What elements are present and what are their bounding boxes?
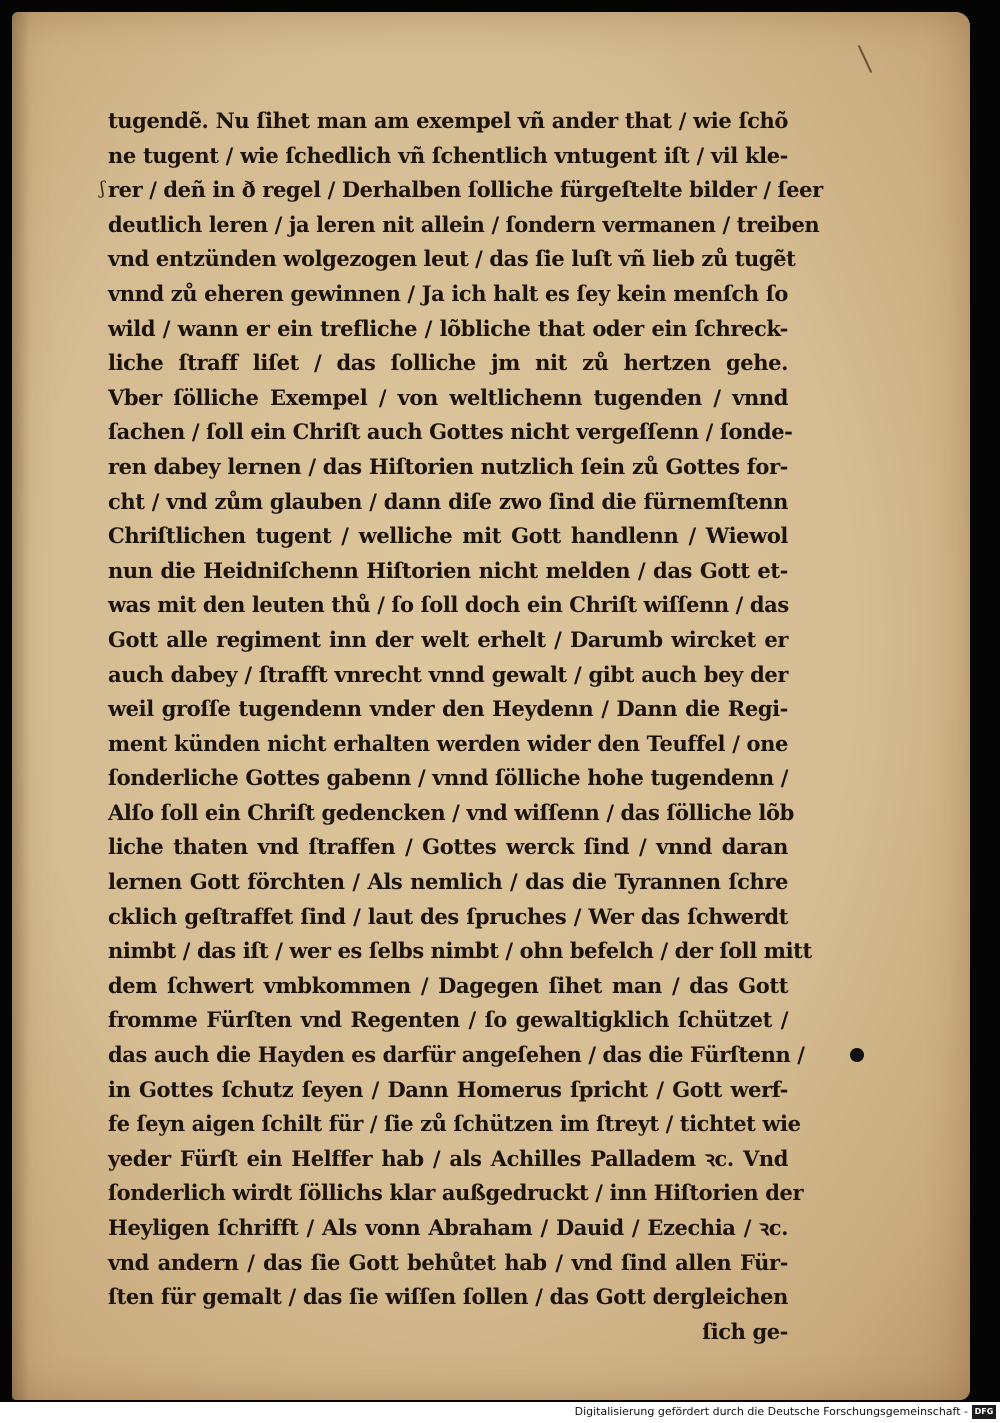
text-line: Vber ſölliche Exempel / von weltlichenn tugenden / vnnd xyxy=(108,384,788,410)
text-line: fromme Fürſten vnd Regenten / ſo gewaltigklich ſchützet / xyxy=(108,1007,788,1033)
footer-credit: Digitalisierung gefördert durch die Deutsche Forschungsgemeinschaft - xyxy=(574,1405,968,1418)
text-line: cklich geſtraffet ſind / laut des ſpruches / Wer das ſchwerdt xyxy=(108,903,788,929)
text-line: nimbt / das iſt / wer es ſelbs nimbt / ohn befelch / der ſoll mitt xyxy=(108,938,812,964)
text-line: Gott alle regiment inn der welt erhelt / Darumb wircket er xyxy=(108,626,788,652)
text-line: ſonderliche Gottes gabenn / vnnd ſölliche hohe tugendenn / xyxy=(108,765,788,791)
text-line: ren dabey lernen / das Hiſtorien nutzlich ſein zů Gottes for- xyxy=(108,453,788,479)
text-line: Heyligen ſchrifft / Als vonn Abraham / Dauid / Ezechia / ꝛc. xyxy=(108,1215,788,1240)
text-line: yeder Fürſt ein Helffer hab / als Achilles Palladem ꝛc. Vnd xyxy=(108,1145,788,1171)
margin-dot xyxy=(850,1048,864,1062)
text-line: ſten für gemalt / das ſie wiſſen ſollen / das Gott dergleichen xyxy=(108,1284,788,1310)
page-text xyxy=(108,104,823,1349)
text-line: rer / deñ in ð regel / Derhalben ſolliche fürgeſtelte bilder / ſeer xyxy=(108,177,823,203)
text-line: das auch die Hayden es darfür angeſehen / das die Fürſtenn / xyxy=(108,1042,805,1068)
text-line: vnnd zů eheren gewinnen / Ja ich halt es ſey kein menſch ſo xyxy=(108,280,788,306)
text-line: ſonderlich wirdt ſöllichs klar außgedruckt / inn Hiſtorien der xyxy=(108,1180,804,1206)
text-line: ne tugent / wie ſchedlich vñ ſchentlich vntugent iſt / vil kle- xyxy=(108,142,788,168)
text-line: dem ſchwert vmbkommen / Dagegen ſihet man / das Gott xyxy=(108,972,788,998)
text-line: tugendẽ. Nu ſihet man am exempel vñ ander that / wie ſchõ xyxy=(108,108,788,133)
text-line: deutlich leren / ja leren nit allein / ſondern vermanen / treiben xyxy=(108,211,820,237)
text-line: liche thaten vnd ſtraffen / Gottes werck ſind / vnnd daran xyxy=(108,834,788,860)
text-line: lernen Gott förchten / Als nemlich / das die Tyrannen ſchre xyxy=(108,869,788,895)
text-line: Alſo ſoll ein Chriſt gedencken / vnd wiſſenn / das ſölliche lõb xyxy=(108,799,794,825)
page-corner-mark xyxy=(858,45,872,73)
text-line: wild / wann er ein trefliche / lõbliche that oder ein ſchreck- xyxy=(108,315,788,341)
text-line: in Gottes ſchutz ſeyen / Dann Homerus ſpricht / Gott werf- xyxy=(108,1076,788,1102)
text-line: ment künden nicht erhalten werden wider den Teuffel / one xyxy=(108,730,788,756)
text-line: ſachen / ſoll ein Chriſt auch Gottes nicht vergeſſenn / ſonde- xyxy=(108,419,793,445)
text-line: vnd andern / das ſie Gott behůtet hab / vnd ſind allen Für- xyxy=(108,1249,788,1275)
text-line: auch dabey / ſtrafft vnrecht vnnd gewalt / gibt auch bey der xyxy=(108,661,788,687)
dfg-logo: DFG xyxy=(972,1405,996,1419)
text-line: nun die Heidniſchenn Hiſtorien nicht melden / das Gott et- xyxy=(108,557,788,583)
text-line: liche ſtraff liſet / das ſolliche jm nit zů hertzen gehe. xyxy=(108,350,788,376)
text-line: vnd entzünden wolgezogen leut / das ſie luſt vñ lieb zů tugẽt xyxy=(108,246,796,272)
catchword: ſich ge- xyxy=(702,1318,788,1344)
text-line: weil groſſe tugendenn vnder den Heydenn / Dann die Regi- xyxy=(108,696,788,722)
margin-mark: ʃ xyxy=(100,178,105,199)
text-line: was mit den leuten thů / ſo ſoll doch ein Chriſt wiſſenn / das xyxy=(108,592,789,618)
text-line: cht / vnd zům glauben / dann diſe zwo ſind die fürnemſtenn xyxy=(108,488,788,514)
text-line: fe ſeyn aigen ſchilt für / ſie zů ſchützen im ſtreyt / tichtet wie xyxy=(108,1111,801,1137)
text-line: Chriſtlichen tugent / welliche mit Gott handlenn / Wiewol xyxy=(108,523,788,549)
